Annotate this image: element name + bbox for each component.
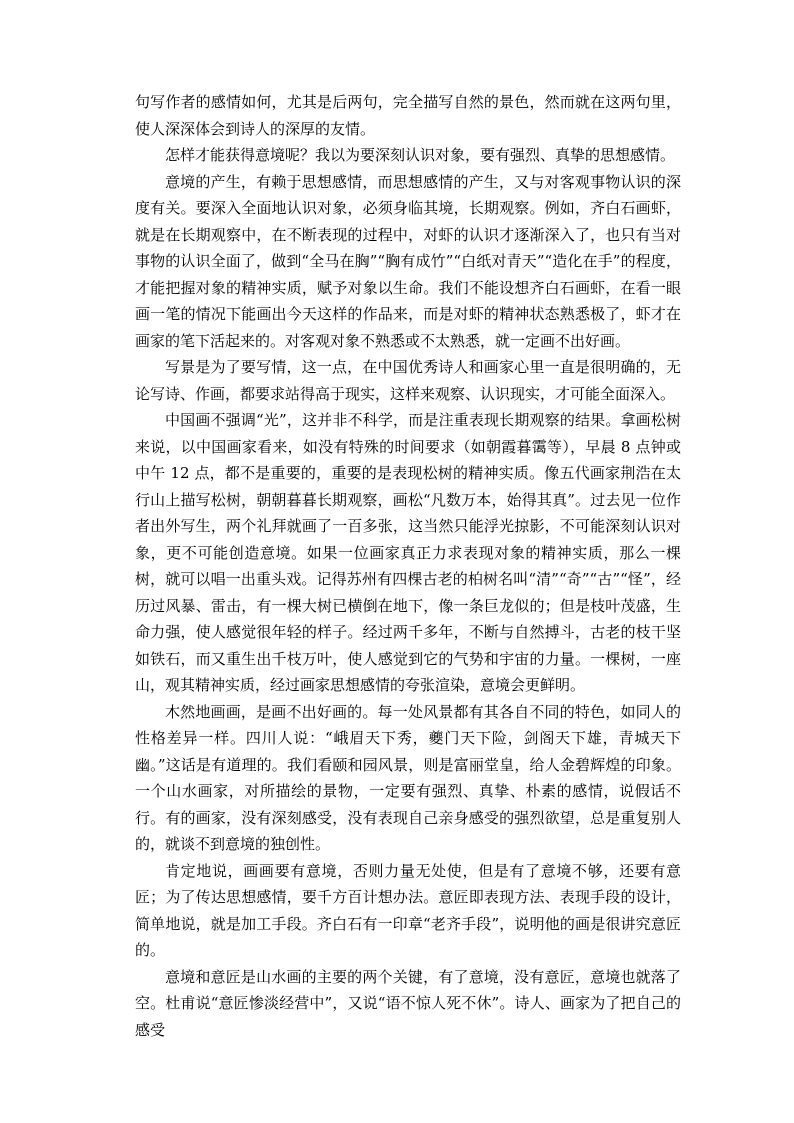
paragraph: 怎样才能获得意境呢？我以为要深刻认识对象，要有强烈、真挚的思想感情。	[165, 146, 676, 164]
paragraph: 意境和意匠是山水画的主要的两个关键，有了意境，没有意匠，意境也就落了空。杜甫说“意匠惨淡经营中”，又说“语不惊人死不休”。诗人、画家为了把自己的感受	[135, 967, 681, 1039]
paragraph-continued: 句写作者的感情如何，尤其是后两句，完全描写自然的景色，然而就在这两句里，使人深深体会到诗人的深厚的友情。	[135, 93, 681, 138]
paragraph: 写景是为了要写情，这一点，在中国优秀诗人和画家心里一直是很明确的，无论写诗、作画，都要求站得高于现实，这样来观察、认识现实，才可能全面深入。	[135, 358, 681, 403]
paragraph: 木然地画画，是画不出好画的。每一处风景都有其各自不同的特色，如同人的性格差异一样。四川人说：“峨眉天下秀，夔门天下险，剑阁天下雄，青城天下幽。”这话是有道理的。我们看颐和园风景，则是富丽堂皇，给人金碧辉煌的印象。一个山水画家，对所描绘的景物，一定要有强烈、真挚、朴素的感情，说假话不行。有的画家，没有深刻感受，没有表现自己亲身感受的强烈欲望，总是重复别人的，就谈不到意境的独创性。	[135, 702, 681, 853]
paragraph: 肯定地说，画画要有意境，否则力量无处使，但是有了意境不够，还要有意匠；为了传达思想感情，要千方百计想办法。意匠即表现方法、表现手段的设计，简单地说，就是加工手段。齐白石有一印章“老齐手段”，说明他的画是很讲究意匠的。	[135, 861, 681, 959]
paragraph: 意境的产生，有赖于思想感情，而思想感情的产生，又与对客观事物认识的深度有关。要深入全面地认识对象，必须身临其境，长期观察。例如，齐白石画虾，就是在长期观察中，在不断表现的过程中，对虾的认识才逐渐深入了，也只有当对事物的认识全面了，做到“全马在胸”“胸有成竹”“白纸对青天”“造化在手”的程度，才能把握对象的精神实质，赋予对象以生命。我们不能设想齐白石画虾，在看一眼画一笔的情况下能画出今天这样的作品来，而是对虾的精神状态熟悉极了，虾才在画家的笔下活起来的。对客观对象不熟悉或不太熟悉，就一定画不出好画。	[135, 172, 681, 350]
paragraph: 中国画不强调“光”，这并非不科学，而是注重表现长期观察的结果。拿画松树来说，以中国画家看来，如没有特殊的时间要求（如朝霞暮霭等），早晨 8 点钟或中午 12 点，都不是重要的，重要的是表现松树的精神实质。像五代画家荆浩在太行山上描写松树，朝朝暮暮长期观察，画松“凡数万本，始得其真”。过去见一位作者出外写生，两个礼拜就画了一百多张，这当然只能浮光掠影，不可能深刻认识对象，更不可能创造意境。如果一位画家真正力求表现对象的精神实质，那么一棵树，就可以唱一出重头戏。记得苏州有四棵古老的柏树名叫“清”“奇”“古”“怪”，经历过风暴、雷击，有一棵大树已横倒在地下，像一条巨龙似的；但是枝叶茂盛，生命力强，使人感觉很年轻的样子。经过两千多年，不断与自然搏斗，古老的枝干坚如铁石，而又重生出千枝万叶，使人感觉到它的气势和宇宙的力量。一棵树，一座山，观其精神实质，经过画家思想感情的夸张渲染，意境会更鲜明。	[135, 411, 681, 694]
body-text	[135, 89, 681, 1043]
